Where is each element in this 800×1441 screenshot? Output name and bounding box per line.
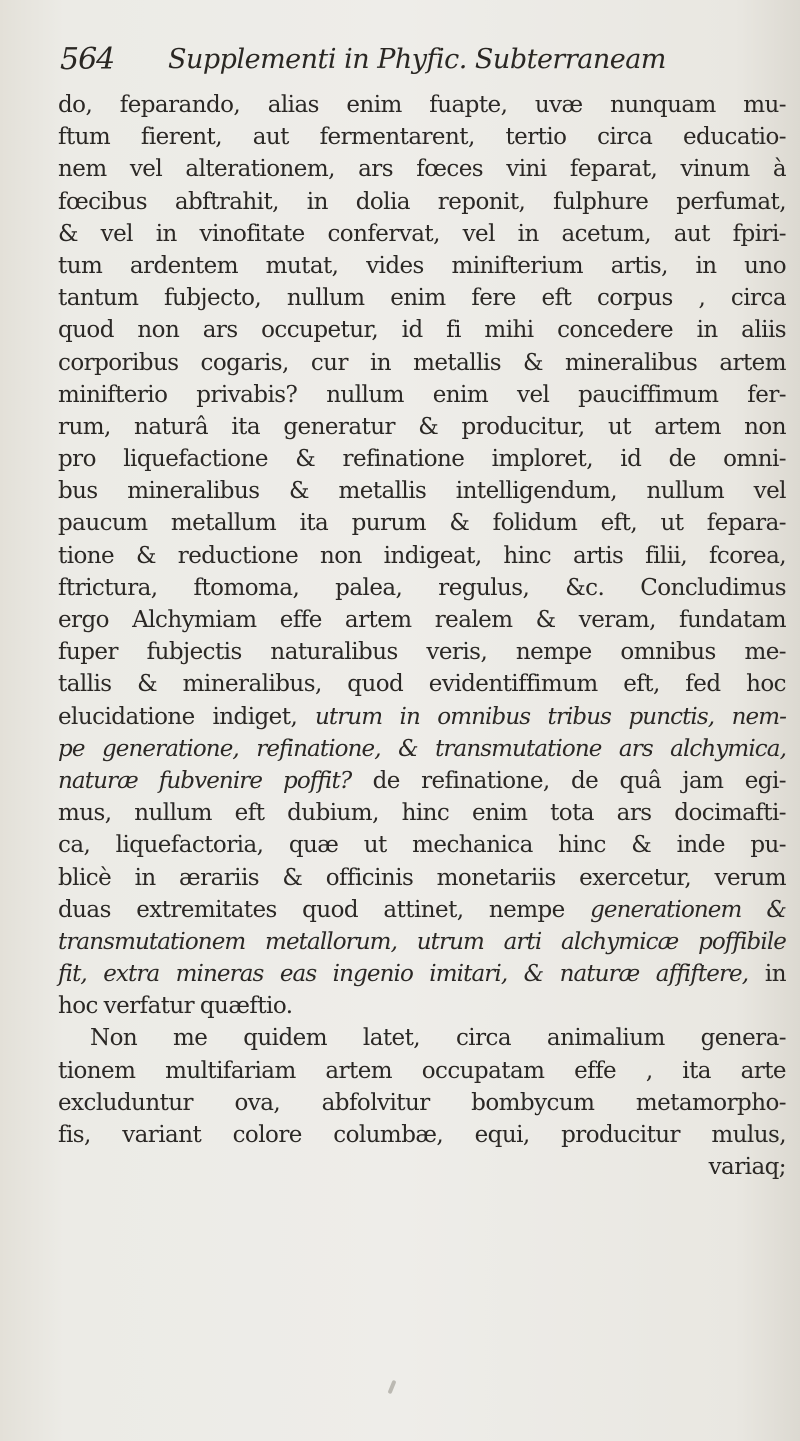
running-head: Supplementi in Phyfic. Subterraneam bbox=[168, 44, 666, 75]
text-line bbox=[58, 636, 786, 668]
text-line bbox=[58, 572, 786, 604]
text-segment: ftum fierent, aut fermentarent, tertio circa educatio- bbox=[58, 124, 786, 151]
text-line bbox=[58, 990, 786, 1022]
text-line bbox=[58, 1087, 786, 1119]
text-segment: ca, liquefactoria, quæ ut mechanica hinc & inde pu- bbox=[58, 832, 786, 859]
text-segment: quod non ars occupetur, id fi mihi concedere in aliis bbox=[58, 317, 786, 344]
text-segment: hoc verfatur quæftio. bbox=[58, 993, 293, 1020]
text-line bbox=[58, 411, 786, 443]
ink-speck bbox=[388, 1380, 397, 1394]
italic-text: transmutationem metallorum, utrum arti alchymicæ poffibile bbox=[58, 928, 786, 955]
text-segment: bus mineralibus & metallis intelligendum, nullum vel bbox=[58, 478, 786, 505]
text-segment: variaq; bbox=[708, 1154, 786, 1181]
text-segment: & vel in vinofitate confervat, vel in acetum, aut fpiri- bbox=[58, 220, 786, 247]
text-line bbox=[58, 829, 786, 861]
text-line bbox=[58, 218, 786, 250]
body-text bbox=[58, 89, 786, 1183]
text-line bbox=[58, 250, 786, 282]
text-line bbox=[58, 1119, 786, 1151]
text-segment: de refinatione, de quâ jam egi- bbox=[351, 767, 787, 794]
italic-text: fit, extra mineras eas ingenio imitari, & naturæ affiftere, bbox=[58, 961, 749, 988]
text-segment: minifterio privabis? nullum enim vel pauciffimum fer- bbox=[58, 381, 786, 408]
text-line bbox=[58, 443, 786, 475]
italic-text: naturæ fubvenire poffit? bbox=[58, 767, 352, 794]
text-line bbox=[58, 314, 786, 346]
text-line bbox=[58, 121, 786, 153]
text-line bbox=[58, 347, 786, 379]
text-line bbox=[58, 89, 786, 121]
text-line bbox=[58, 282, 786, 314]
text-segment: fuper fubjectis naturalibus veris, nempe omnibus me- bbox=[58, 639, 786, 666]
text-line bbox=[58, 765, 786, 797]
text-line bbox=[58, 153, 786, 185]
text-segment: paucum metallum ita purum & folidum eft, ut fepara- bbox=[58, 510, 786, 537]
page-header bbox=[60, 42, 760, 86]
text-line bbox=[58, 186, 786, 218]
text-segment: excluduntur ova, abfolvitur bombycum metamorpho- bbox=[58, 1089, 786, 1116]
text-line bbox=[58, 926, 786, 958]
text-segment: tionem multifariam artem occupatam effe , ita arte bbox=[58, 1057, 786, 1084]
text-line bbox=[58, 733, 786, 765]
text-segment: tallis & mineralibus, quod evidentiffimum eft, fed hoc bbox=[58, 671, 786, 698]
text-segment: ftrictura, ftomoma, palea, regulus, &c. Concludimus bbox=[58, 574, 786, 601]
text-segment: pro liquefactione & refinatione imploret, id de omni- bbox=[58, 446, 786, 473]
text-line bbox=[58, 1022, 786, 1054]
text-segment: tantum fubjecto, nullum enim fere eft corpus , circa bbox=[58, 285, 786, 312]
italic-text: generationem & bbox=[590, 896, 786, 923]
text-segment: tum ardentem mutat, vides minifterium artis, in uno bbox=[58, 252, 786, 279]
text-line bbox=[58, 668, 786, 700]
text-segment: fœcibus abftrahit, in dolia reponit, fulphure perfumat, bbox=[58, 188, 786, 215]
text-segment: duas extremitates quod attinet, nempe bbox=[58, 896, 591, 923]
text-line bbox=[58, 797, 786, 829]
text-line bbox=[58, 1151, 786, 1183]
text-segment: nem vel alterationem, ars fœces vini feparat, vinum à bbox=[58, 156, 786, 183]
text-line bbox=[58, 379, 786, 411]
text-line bbox=[58, 475, 786, 507]
text-segment: rum, naturâ ita generatur & producitur, ut artem non bbox=[58, 413, 786, 440]
page-number: 564 bbox=[60, 42, 115, 77]
text-line bbox=[58, 507, 786, 539]
text-line bbox=[58, 701, 786, 733]
text-segment: ergo Alchymiam effe artem realem & veram, fundatam bbox=[58, 607, 786, 633]
text-line bbox=[58, 958, 786, 990]
italic-text: utrum in omnibus tribus punctis, nem- bbox=[314, 703, 786, 730]
text-segment: Non me quidem latet, circa animalium genera- bbox=[90, 1025, 786, 1052]
text-line bbox=[58, 604, 786, 636]
text-line bbox=[58, 862, 786, 894]
text-segment: blicè in ærariis & officinis monetariis exercetur, verum bbox=[58, 864, 786, 891]
text-line bbox=[58, 894, 786, 926]
text-segment: mus, nullum eft dubium, hinc enim tota ars docimafti- bbox=[58, 800, 786, 827]
italic-text: pe generatione, refinatione, & transmutatione ars alchymica, bbox=[58, 735, 786, 762]
text-line bbox=[58, 1055, 786, 1087]
text-segment: tione & reductione non indigeat, hinc artis filii, fcorea, bbox=[58, 542, 786, 569]
text-segment: elucidatione indiget, bbox=[58, 703, 315, 730]
text-segment: fis, variant colore columbæ, equi, producitur mulus, bbox=[58, 1122, 786, 1148]
text-segment: do, feparando, alias enim fuapte, uvæ nunquam mu- bbox=[58, 92, 786, 118]
text-segment: corporibus cogaris, cur in metallis & mineralibus artem bbox=[58, 349, 786, 376]
text-segment: in bbox=[748, 961, 786, 988]
text-line bbox=[58, 540, 786, 572]
